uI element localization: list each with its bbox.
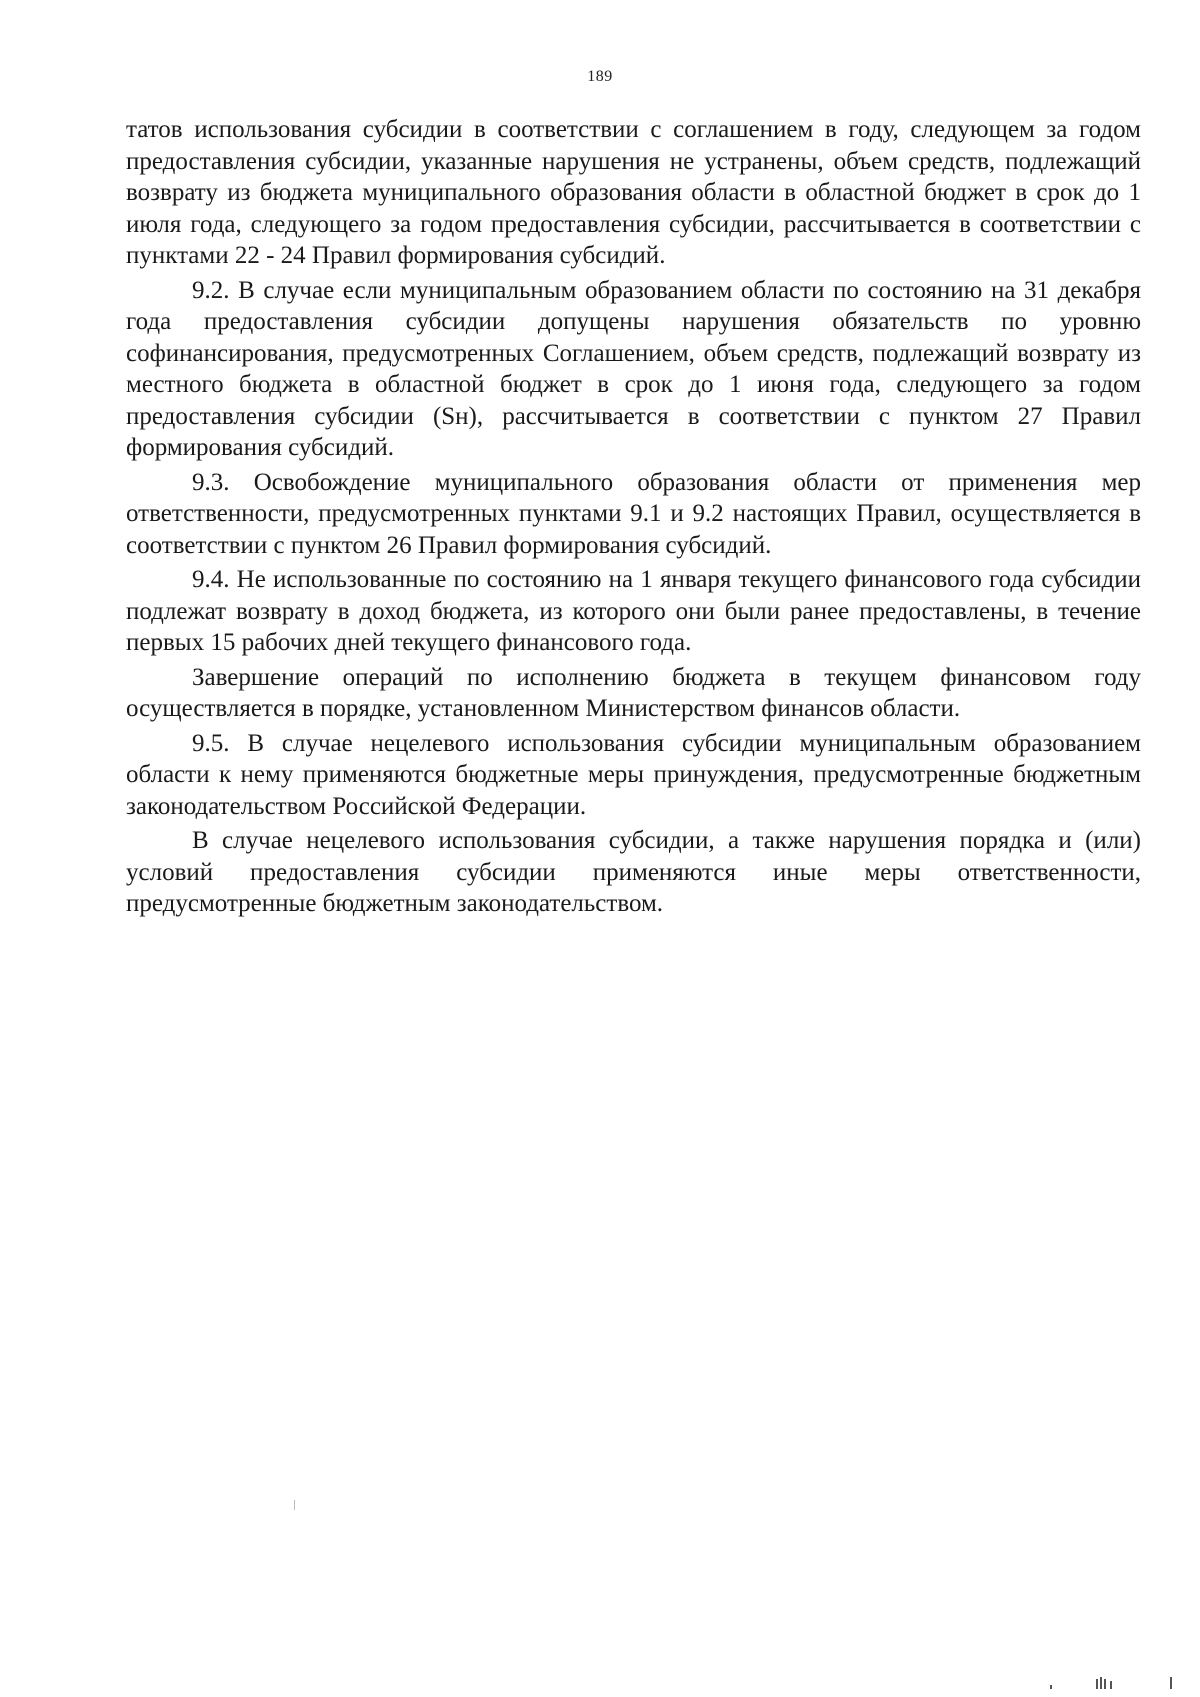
paragraph-other-measures: В случае нецелевого использования субсидии, а также нарушения порядка и (или) условий предоставления субсидии применяются иные меры ответственности, предусмотренные бюджетным законодательством. (126, 827, 1141, 917)
paragraph-9-3: 9.3. Освобождение муниципального образования области от применения мер ответственности, предусмотренных пунктами 9.1 и 9.2 настоящих Правил, осуществляется в соответствии с пунктом 26 Правил формирования субсидий. (126, 468, 1141, 559)
page-number: 189 (587, 68, 613, 85)
paragraph-budget-completion: Завершение операций по исполнению бюджета в текущем финансовом году осуществляется в порядке, установленном Министерством финансов области. (126, 663, 1141, 722)
paragraph-9-5: 9.5. В случае нецелевого использования субсидии муниципальным образованием области к нему применяются бюджетные меры принуждения, предусмотренные бюджетным законодательством Российской Федерации. (126, 729, 1141, 820)
corner-scan-marks (1040, 1675, 1180, 1689)
scan-artifact (294, 1500, 295, 1510)
paragraph-9-2: 9.2. В случае если муниципальным образованием области по состоянию на 31 декабря года предоставления субсидии допущены нарушения обязательств по уровню софинансирования, предусмотренных Соглашением, объем средств, подлежащий возврату из местного бюджета в областной бюджет в срок до 1 июня года, следующего за годом предоставления субсидии (Sн), рассчитывается в соответствии с пунктом 27 Правил формирования субсидий. (126, 276, 1141, 461)
document-body (126, 114, 1141, 923)
paragraph-9-4: 9.4. Не использованные по состоянию на 1 января текущего финансового года субсидии подлежат возврату в доход бюджета, из которого они были ранее предоставлены, в течение первых 15 рабочих дней текущего финансового года. (126, 566, 1141, 656)
paragraph-continuation: татов использования субсидии в соответствии с соглашением в году, следующем за годом предоставления субсидии, указанные нарушения не устранены, объем средств, подлежащий возврату из бюджета муниципального образования области в областной бюджет в срок до 1 июля года, следующего за годом предоставления субсидии, рассчитывается в соответствии с пунктами 22 - 24 Правил формирования субсидий. (126, 116, 1141, 269)
